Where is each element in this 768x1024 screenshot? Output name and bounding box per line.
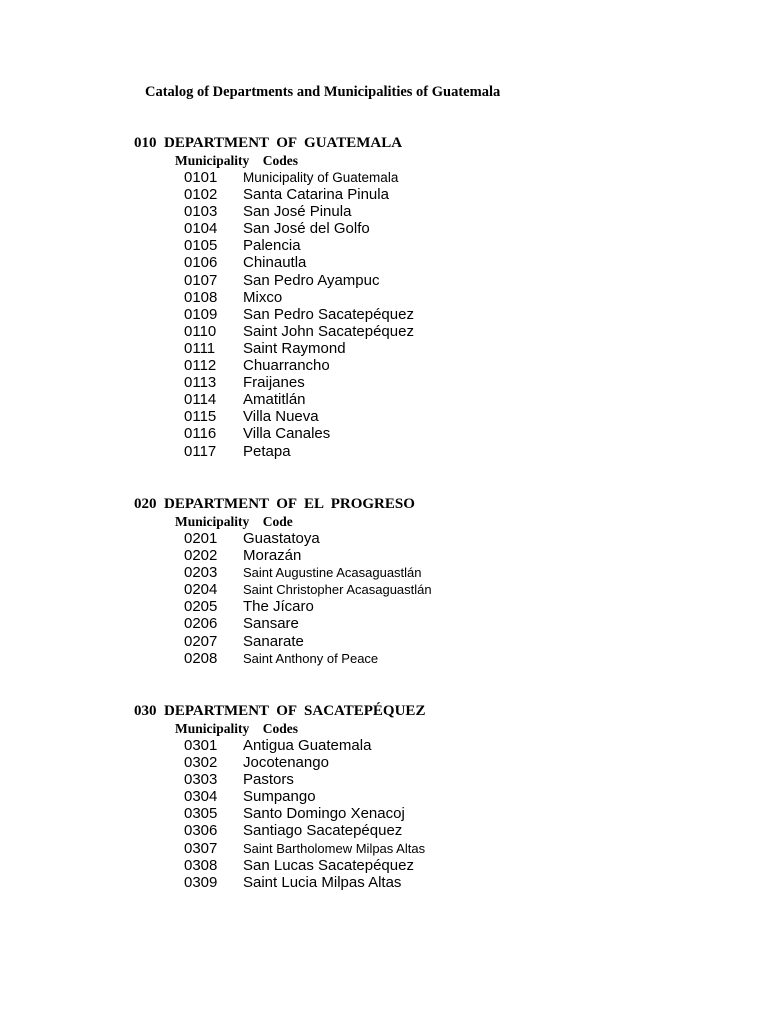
list-item [134,186,734,203]
list-item [134,633,734,650]
municipality-code: 0201 [184,530,218,547]
municipality-name: Santa Catarina Pinula [243,186,389,204]
department-section-sacatepequez [134,702,734,891]
municipality-name: Saint Augustine Acasaguastlán [243,565,422,581]
municipality-name: San José del Golfo [243,220,370,238]
municipality-name: Jocotenango [243,754,329,772]
municipality-code: 0110 [184,322,217,340]
list-item [134,254,734,271]
municipality-name: Antigua Guatemala [243,737,372,754]
municipality-name: San Pedro Sacatepéquez [243,305,414,323]
list-item [134,408,734,425]
list-item [134,306,734,323]
municipality-name: San Lucas Sacatepéquez [243,856,414,874]
list-item [134,374,734,391]
municipality-list [134,737,734,891]
column-header: Municipality Codes [175,721,299,736]
municipality-list [134,169,734,460]
municipality-code: 0309 [184,873,218,891]
list-item [134,788,734,805]
municipality-name: Amatitlán [243,391,306,409]
municipality-code: 0109 [184,305,218,323]
municipality-name: Saint Anthony of Peace [243,650,379,666]
municipality-name: Saint John Sacatepéquez [243,322,414,340]
list-item [134,357,734,374]
municipality-code: 0202 [184,547,218,565]
list-item [134,754,734,771]
list-item [134,443,734,460]
list-item [134,220,734,237]
municipality-code: 0101 [184,169,218,186]
municipality-code: 0105 [184,237,218,255]
list-item [134,391,734,408]
column-header: Municipality Codes [175,153,299,168]
list-item [134,425,734,442]
municipality-code: 0205 [184,598,218,616]
municipality-code: 0108 [184,288,218,306]
column-header: Municipality Code [175,514,293,529]
list-item [134,737,734,754]
municipality-code: 0103 [184,203,218,221]
list-item [134,857,734,874]
municipality-name: Sansare [243,615,299,633]
list-item [134,340,734,357]
list-item [134,547,734,564]
municipality-name: Sumpango [243,788,316,806]
municipality-code: 0303 [184,771,218,789]
municipality-code: 0107 [184,271,218,289]
municipality-name: Chuarrancho [243,357,330,375]
municipality-code: 0111 [184,339,216,357]
municipality-name: Santiago Sacatepéquez [243,822,403,840]
municipality-code: 0308 [184,856,218,874]
municipality-code: 0106 [184,254,218,272]
municipality-code: 0117 [184,442,217,460]
department-header: 010 DEPARTMENT OF GUATEMALA [134,135,403,151]
municipality-name: San José Pinula [243,203,352,221]
list-item [134,289,734,306]
list-item [134,822,734,839]
municipality-name: San Pedro Ayampuc [243,271,380,289]
list-item [134,203,734,220]
municipality-name: Pastors [243,771,294,789]
municipality-code: 0306 [184,822,218,840]
list-item [134,598,734,615]
municipality-name: Saint Raymond [243,339,346,357]
department-header: 030 DEPARTMENT OF SACATEPÉQUEZ [134,703,426,719]
list-item [134,323,734,340]
municipality-name: The Jícaro [243,598,314,616]
list-item [134,581,734,598]
municipality-code: 0307 [184,839,218,857]
municipality-name: Saint Lucia Milpas Altas [243,873,402,891]
list-item [134,237,734,254]
municipality-name: Palencia [243,237,301,255]
list-item [134,564,734,581]
municipality-code: 0102 [184,186,218,204]
municipality-name: Villa Nueva [243,408,319,426]
list-item [134,805,734,822]
municipality-name: Saint Christopher Acasaguastlán [243,582,432,598]
municipality-code: 0203 [184,564,218,582]
municipality-code: 0112 [184,357,217,375]
department-section-guatemala [134,134,734,460]
municipality-name: Chinautla [243,254,307,272]
list-item [134,650,734,667]
municipality-code: 0104 [184,220,218,238]
municipality-code: 0304 [184,788,218,806]
list-item [134,771,734,788]
municipality-code: 0301 [184,737,218,754]
municipality-name: Municipality of Guatemala [243,170,399,185]
municipality-name: Petapa [243,442,291,460]
municipality-list [134,530,734,667]
municipality-code: 0302 [184,754,218,772]
municipality-name: Morazán [243,547,302,565]
list-item [134,840,734,857]
department-header: 020 DEPARTMENT OF EL PROGRESO [134,496,415,512]
list-item [134,169,734,186]
municipality-code: 0115 [184,408,217,426]
list-item [134,272,734,289]
list-item [134,530,734,547]
municipality-code: 0113 [184,374,217,392]
municipality-name: Santo Domingo Xenacoj [243,805,405,823]
municipality-code: 0305 [184,805,218,823]
municipality-code: 0207 [184,632,218,650]
page-title: Catalog of Departments and Municipalities of Guatemala [145,84,501,100]
municipality-name: Saint Bartholomew Milpas Altas [243,840,426,856]
municipality-name: Fraijanes [243,374,305,392]
list-item [134,615,734,632]
municipality-name: Villa Canales [243,425,331,443]
department-section-el-progreso [134,495,734,667]
municipality-name: Mixco [243,288,283,306]
municipality-name: Guastatoya [243,530,320,547]
municipality-code: 0116 [184,425,217,443]
municipality-code: 0204 [184,581,218,599]
municipality-code: 0114 [184,391,217,409]
municipality-name: Sanarate [243,632,304,650]
municipality-code: 0206 [184,615,218,633]
municipality-code: 0208 [184,649,218,667]
list-item [134,874,734,891]
